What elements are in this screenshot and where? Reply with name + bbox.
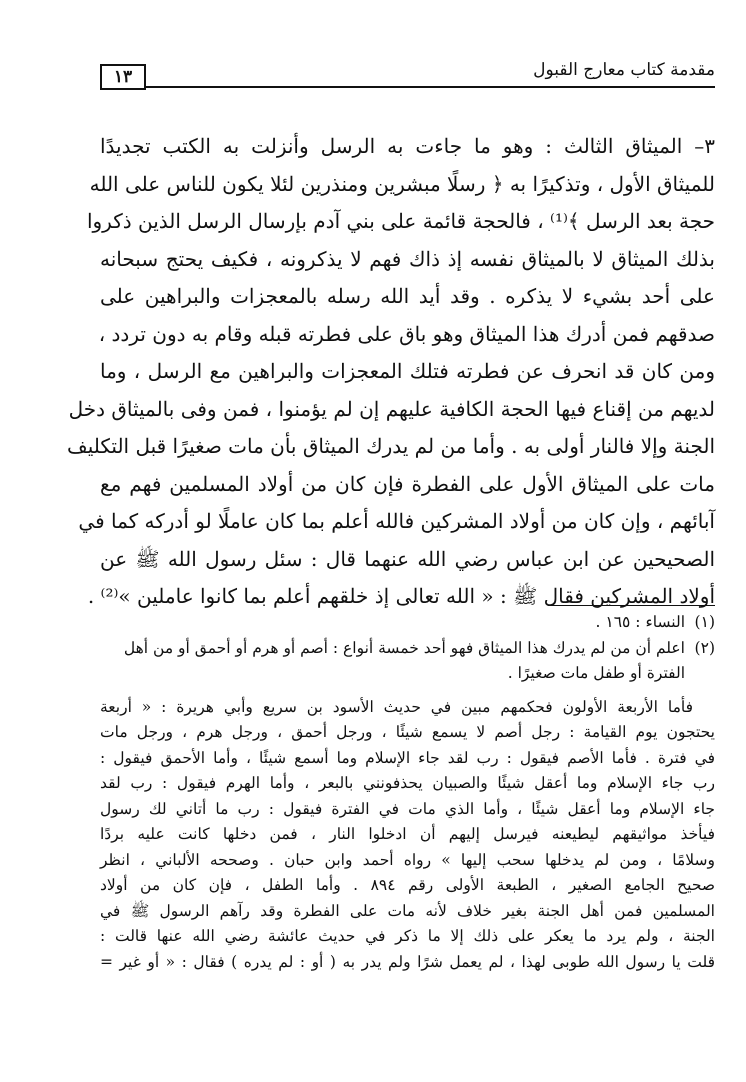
footnote-line: صحيح الجامع الصغير ، الطبعة الأولى رقم ٨٩٤ . وأما الطفل ، فإن كان من أولاد (100, 876, 715, 894)
text-line: الصحيحين عن ابن عباس رضي الله عنهما قال : سئل رسول الله ﷺ عن (100, 546, 715, 571)
footnote-line: قلت يا رسول الله طوبى لهذا ، لم يعمل شرًا ولم يدر به ( أو : لم يدره ) فقال : « أو غير = (100, 952, 715, 971)
running-title: مقدمة كتاب معارج القبول (533, 60, 715, 80)
footnote-line: يحتجون يوم القيامة : رجل أصم لا يسمع شيئًا ، ورجل أحمق ، ورجل هرم ، ورجل مات (100, 723, 715, 741)
footnotes (100, 610, 715, 975)
text-line: ومن كان قد انحرف عن فطرته فتلك المعجزات والبراهين مع الرسل ، وما (100, 359, 715, 383)
text-line: آبائهم ، وإن كان من أولاد المشركين فالله أعلم بما كان عاملًا لو أدركه كما في (78, 509, 715, 533)
text-line: على أحد بشيء لا يذكره . وقد أيد الله رسله بالمعجزات والبراهين على (100, 284, 715, 308)
text-line: الجنة وإلا فالنار أولى به . وأما من لم يدرك الميثاق بأن مات صغيرًا قبل التكليف (67, 434, 715, 458)
footnote-line: وسلامًا ، ومن لم يدخلها سحب إليها » رواه أحمد وابن حبان . وصححه الألباني ، انظر (100, 850, 715, 869)
footnote-line: رب جاء الإسلام وما أعقل شيئًا والصبيان يحذفونني بالبعر ، وأما الهرم فيقول : رب لقد (100, 774, 715, 792)
text-line: مات على الميثاق الأول على الفطرة فإن كان من أولاد المسلمين فهم مع (100, 471, 715, 496)
footnote-line: الجنة ، ولم يرد ما يعكر على ذلك إلا ما ذكر في حديث عائشة رضي الله عنها قالت : (100, 927, 715, 945)
main-text (67, 128, 715, 616)
footnote-text (100, 636, 685, 687)
footnote-line: المسلمين فمن أهل الجنة بغير خلاف لأنه مات على الفطرة وقد رآهم الرسول ﷺ في (100, 901, 715, 920)
footnote-1 (100, 610, 715, 636)
text-line: للميثاق الأول ، وتذكيرًا به ﴿ رسلًا مبشرين ومنذرين لئلا يكون للناس على الله (89, 171, 715, 196)
footnote-number: (١) (694, 613, 715, 631)
text-line: ٣– الميثاق الثالث : وهو ما جاءت به الرسل وأنزلت به الكتب تجديدًا (100, 134, 715, 158)
footnote-line: اعلم أن من لم يدرك هذا الميثاق فهو أحد خمسة أنواع : أصم أو هرم أو أحمق أو من أهل (123, 638, 685, 657)
text-line: بذلك الميثاق لا بالميثاق نفسه إذ ذاك فهم لا يذكرونه ، فكيف يحتج سبحانه (100, 246, 715, 271)
footnote-line: فيأخذ مواثيقهم ليطيعنه فيرسل إليهم أن ادخلوا النار ، فمن دخلها كانت عليه بردًا (100, 825, 715, 843)
text-line: أولاد المشركين فقال ﷺ : « الله تعالى إذ خلقهم أعلم بما كانوا عاملين »⁽²⁾ . (87, 584, 715, 608)
footnote-text: النساء : ١٦٥ . (595, 613, 685, 631)
header-rule (146, 86, 715, 88)
footnote-line: في فترة . فأما الأصم فيقول : رب لقد جاء الإسلام وما أسمع شيئًا ، وأما الأحمق فيقول : (100, 748, 715, 767)
footnote-number: (٢) (694, 638, 715, 657)
footnote-2 (100, 636, 715, 687)
footnote-separator (548, 605, 715, 606)
text-line: حجة بعد الرسل ﴾⁽¹⁾ ، فالحجة قائمة على بني آدم بإرسال الرسل الذين ذكروا (86, 209, 715, 233)
footnote-line: جاء الإسلام وما أعقل شيئًا ، وأما الذي مات في الفترة فيقول : رب ما أتاني لك رسول (100, 799, 715, 818)
text-line: لديهم من إقناع فيها الحجة الكافية عليهم إن لم يؤمنوا ، فمن وفى بالميثاق دخل (68, 396, 715, 421)
page-number: ١٣ (100, 64, 146, 90)
footnote-line: الفترة أو طفل مات صغيرًا . (507, 664, 685, 682)
footnote-line: فأما الأربعة الأولون فحكمهم مبين في حديث الأسود بن سريع وأبي هريرة : « أربعة (100, 697, 693, 716)
footnote-2-paragraph (100, 695, 715, 976)
text-line: صدقهم فمن أدرك هذا الميثاق وهو باق على فطرته قبله وقام به دون تردد ، (98, 321, 715, 346)
running-header (100, 52, 715, 92)
